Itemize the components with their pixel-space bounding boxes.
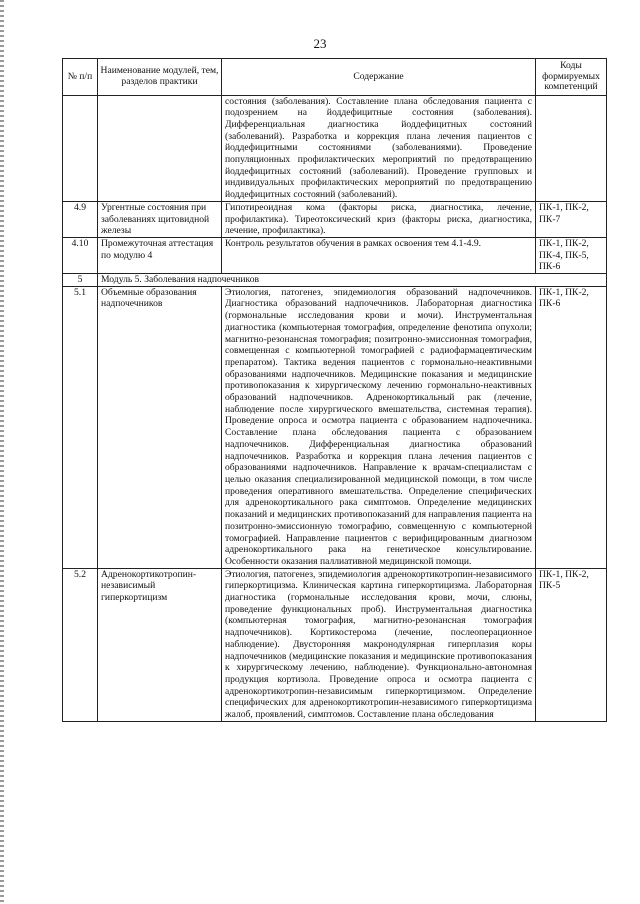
- row-num: 4.9: [63, 201, 98, 237]
- row-content: состояния (заболевания). Составление плана обследования пациента с подозрением на йоддефицитные состояния (заболевания). Дифференциальная диагностика йоддефицитных состояний (заболеваний). Разработка и коррекция плана лечения пациентов с йоддефицитными состояниями (заболеваниями). Проведение популяционных профилактических мероприятий по предотвращению йоддефицитных состояний (заболеваний). Проведение групповых и индивидуальных профилактических мероприятий по предотвращению йоддефицитных состояний (заболеваний).: [222, 95, 536, 201]
- row-content: Этиология, патогенез, эпидемиология образований надпочечников. Диагностика образований надпочечников. Лабораторная диагностика (гормональные исследования крови и мочи). Инструментальная диагностика (компьютерная томография, определение фенотипа опухоли; магнитно-резонансная томография; позитронно-эмиссионная томография, совмещенная с компьютерной томографией с радиофармацевтическим препаратом). Тактика ведения пациентов с гормонально-неактивными образованиями надпочечников. Медицинские показания и медицинские противопоказания к хирургическому лечению гормонально-неактивных образований надпочечников. Адренокортикальный рак (лечение, наблюдение после хирургического вмешательства, системная терапия). Проведение опроса и осмотра пациента с образованием надпочечника. Составление плана обследования пациента с образованием надпочечников. Дифференциальная диагностика образований надпочечников. Разработка и коррекция плана лечения пациентов с образованиями надпочечников. Направление к врачам-специалистам с целью оказания специализированной медицинской помощи, в том числе проведения оперативного вмешательства. Определение специфических для адренокортикального рака симптомов. Определение медицинских показаний и медицинских противопоказаний для направления пациента на позитронно-эмиссионную томографию, совмещенную с компьютерной томографией. Направление пациентов с верифицированным диагнозом адренокортикального рака на генетическое консультирование. Особенности оказания паллиативной медицинской помощи.: [222, 286, 536, 568]
- row-num: 4.10: [63, 237, 98, 273]
- page-number: 23: [313, 36, 327, 51]
- header-num: № п/п: [63, 59, 98, 96]
- table-row: [63, 286, 607, 568]
- row-name: Адренокортикотропин-независимый гиперкортицизм: [98, 568, 222, 721]
- row-name: Ургентные состояния при заболеваниях щитовидной железы: [98, 201, 222, 237]
- table-row: [63, 237, 607, 273]
- table-row: [63, 201, 607, 237]
- table-row: [63, 95, 607, 201]
- header-name: Наименование модулей, тем, разделов практики: [98, 59, 222, 96]
- table-row: [63, 568, 607, 721]
- row-num: [63, 95, 98, 201]
- row-num: 5.1: [63, 286, 98, 568]
- row-name: [98, 95, 222, 201]
- row-codes: ПК-1, ПК-2, ПК-7: [536, 201, 607, 237]
- module-num: 5: [63, 274, 98, 287]
- row-name: Промежуточная аттестация по модулю 4: [98, 237, 222, 273]
- row-codes: [536, 95, 607, 201]
- row-content: Этиология, патогенез, эпидемиология адренокортикотропин-независимого гиперкортицизма. Клиническая картина гиперкортицизма. Лабораторная диагностика (гормональные исследования крови, мочи, слюны, проведение функциональных проб). Инструментальная диагностика (компьютерная томография, магнитно-резонансная томография надпочечников). Кортикостерома (лечение, послеоперационное наблюдение). Двусторонняя макронодулярная гиперплазия коры надпочечников (медицинские показания и медицинские противопоказания к хирургическому лечению, наблюдение). Функционально-автономная продукция кортизола. Проведение опроса и осмотра пациента с адренокортикотропин-независимым гиперкортицизмом. Определение специфических для адренокортикотропин-независимого гиперкортицизма жалоб, проявлений, симптомов. Составление плана обследования: [222, 568, 536, 721]
- header-content: Содержание: [222, 59, 536, 96]
- table-header-row: [63, 59, 607, 96]
- row-codes: ПК-1, ПК-2, ПК-5: [536, 568, 607, 721]
- header-codes: Коды формируемых компетенций: [536, 59, 607, 96]
- curriculum-table: [62, 58, 607, 722]
- module-title: Модуль 5. Заболевания надпочечников: [98, 274, 607, 287]
- row-codes: ПК-1, ПК-2, ПК-6: [536, 286, 607, 568]
- row-name: Объемные образования надпочечников: [98, 286, 222, 568]
- row-codes: ПК-1, ПК-2, ПК-4, ПК-5, ПК-6: [536, 237, 607, 273]
- scan-edge: [0, 0, 4, 904]
- row-content: Контроль результатов обучения в рамках освоения тем 4.1-4.9.: [222, 237, 536, 273]
- module-row: [63, 274, 607, 287]
- row-content: Гипотиреоидная кома (факторы риска, диагностика, лечение, профилактика). Тиреотоксический криз (факторы риска, диагностика, лечение, профилактика).: [222, 201, 536, 237]
- row-num: 5.2: [63, 568, 98, 721]
